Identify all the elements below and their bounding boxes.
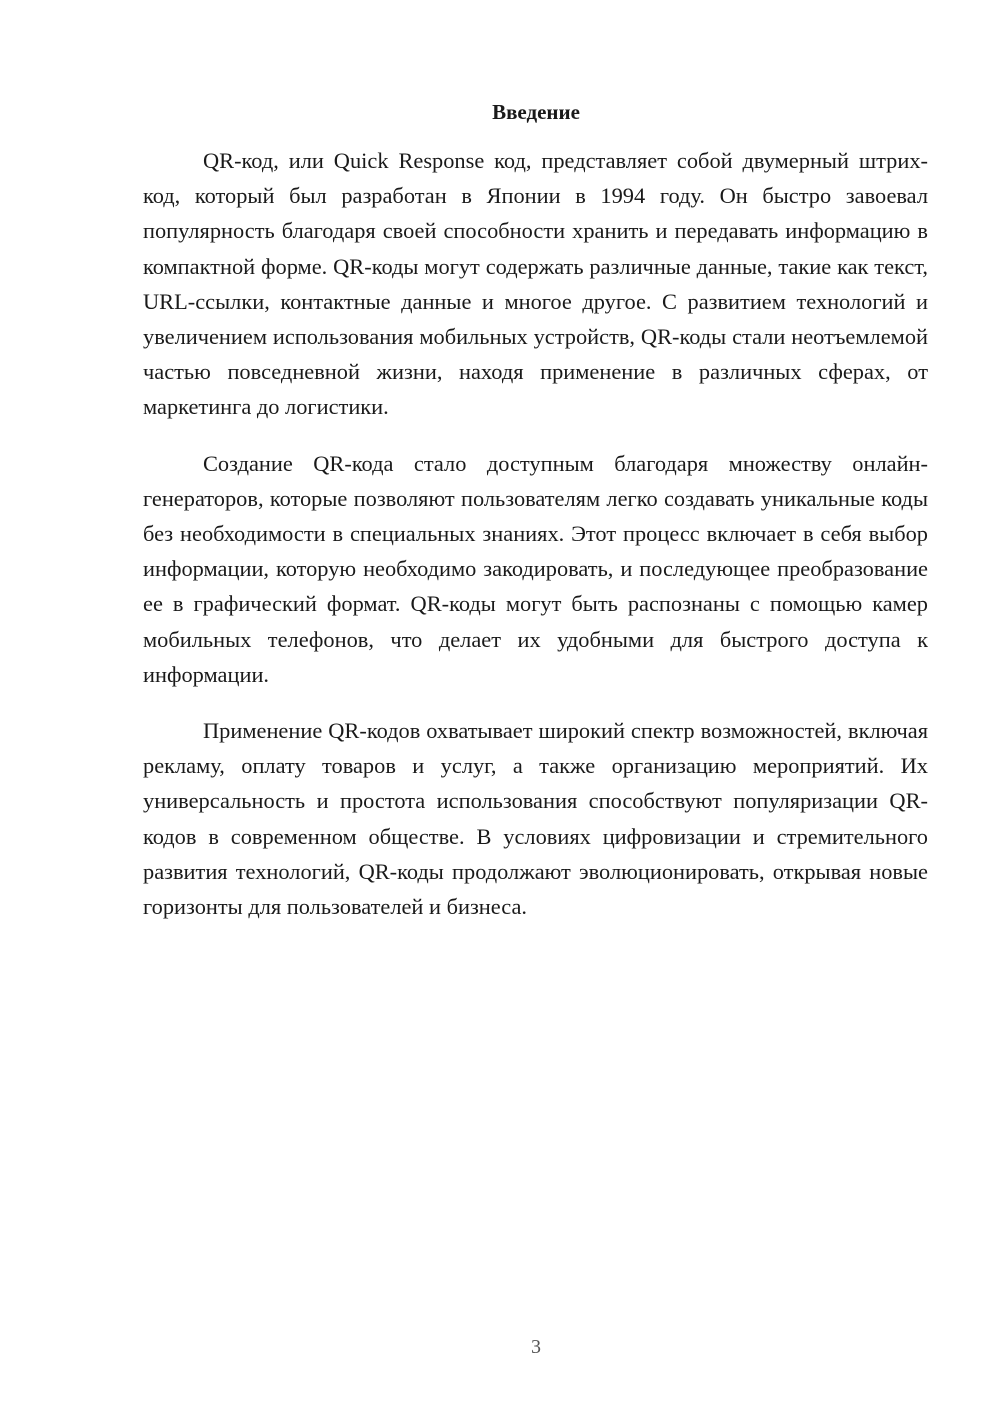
paragraph-2: Создание QR-кода стало доступным благодаря множеству онлайн-генераторов, которые позволяют пользователям легко создавать уникальные коды без необходимости в специальных знаниях. Этот процесс включает в себя выбор информации, которую необходимо закодировать, и последующее преобразование ее в графический формат. QR-коды могут быть распознаны с помощью камер мобильных телефонов, что делает их удобными для быстрого доступа к информации.: [143, 450, 928, 687]
paragraph-3: Применение QR-кодов охватывает широкий спектр возможностей, включая рекламу, оплату товаров и услуг, а также организацию мероприятий. Их универсальность и простота использования способствуют популяризации QR-кодов в современном обществе. В условиях цифровизации и стремительного развития технологий, QR-коды продолжают эволюционировать, открывая новые горизонты для пользователей и бизнеса.: [143, 718, 928, 920]
body-text: [143, 143, 928, 945]
section-heading: Введение: [492, 100, 580, 124]
paragraph-1: QR-код, или Quick Response код, представляет собой двумерный штрих-код, который был разработан в Японии в 1994 году. Он быстро завоевал популярность благодаря своей способности хранить и передавать информацию в компактной форме. QR-коды могут содержать различные данные, такие как текст, URL-ссылки, контактные данные и многое другое. С развитием технологий и увеличением использования мобильных устройств, QR-коды стали неотъемлемой частью повседневной жизни, находя применение в различных сферах, от маркетинга до логистики.: [143, 148, 928, 420]
page-number: 3: [531, 1336, 541, 1358]
